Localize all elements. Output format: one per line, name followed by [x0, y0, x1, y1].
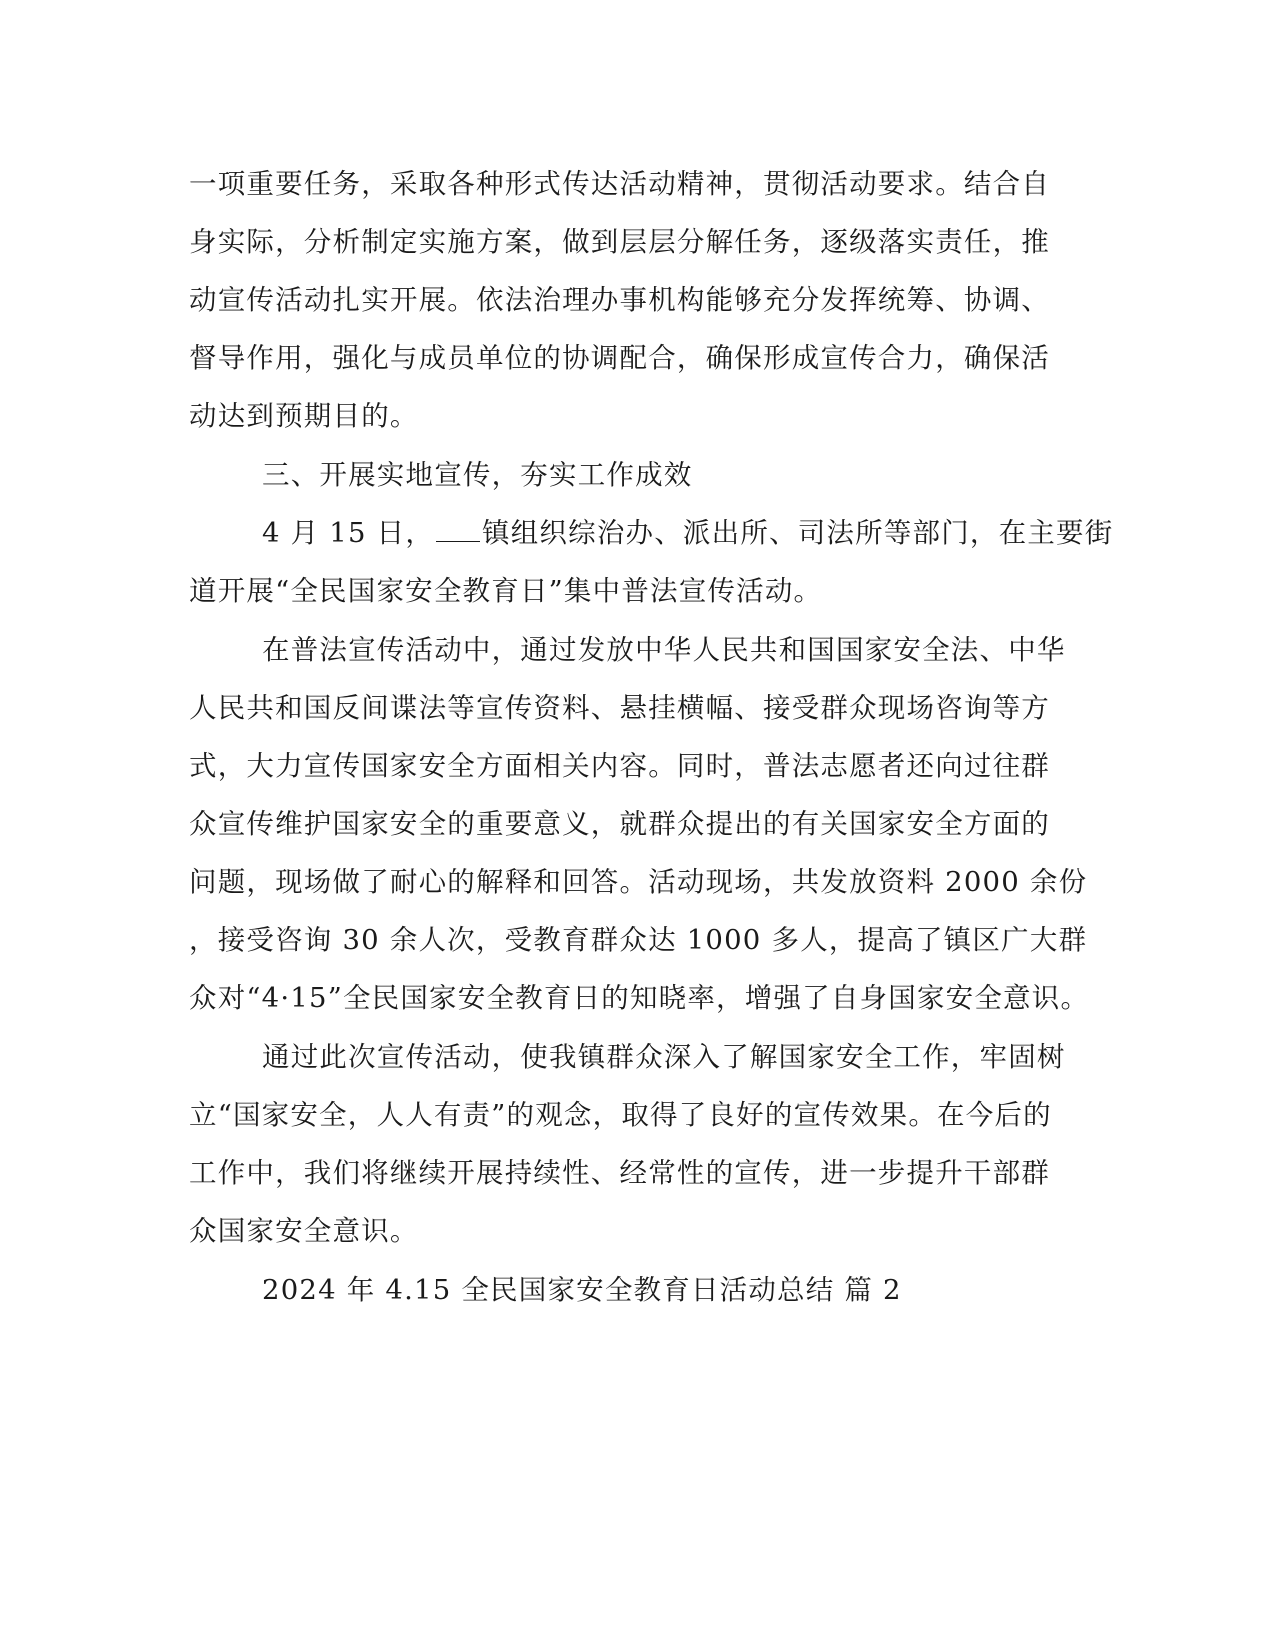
paragraph-line: ，接受咨询 30 余人次，受教育群众达 1000 多人，提高了镇区广大群	[189, 924, 1088, 956]
paragraph-line: 督导作用，强化与成员单位的协调配合，确保形成宣传合力，确保活	[189, 342, 1050, 374]
paragraph-line: 工作中，我们将继续开展持续性、经常性的宣传，进一步提升干部群	[189, 1157, 1050, 1189]
paragraph-line: 立“国家安全，人人有责”的观念，取得了良好的宣传效果。在今后的	[189, 1099, 1052, 1131]
paragraph-line: 众宣传维护国家安全的重要意义，就群众提出的有关国家安全方面的	[189, 808, 1050, 840]
blank-underline	[436, 519, 480, 542]
paragraph-text: 镇组织综治办、派出所、司法所等部门，在主要街	[482, 517, 1114, 549]
paragraph-line	[262, 515, 1113, 551]
paragraph-line: 众对“4·15”全民国家安全教育日的知晓率，增强了自身国家安全意识。	[189, 982, 1090, 1014]
paragraph-line: 众国家安全意识。	[189, 1215, 419, 1247]
section-title: 2024 年 4.15 全民国家安全教育日活动总结 篇 2	[262, 1274, 902, 1306]
paragraph-line: 通过此次宣传活动，使我镇群众深入了解国家安全工作，牢固树	[262, 1041, 1066, 1073]
paragraph-line: 问题，现场做了耐心的解释和回答。活动现场，共发放资料 2000 余份	[189, 866, 1088, 898]
paragraph-line: 身实际，分析制定实施方案，做到层层分解任务，逐级落实责任，推	[189, 226, 1050, 258]
date-text: 4 月 15 日，	[262, 517, 435, 549]
paragraph-line: 动达到预期目的。	[189, 400, 419, 432]
paragraph-line: 动宣传活动扎实开展。依法治理办事机构能够充分发挥统筹、协调、	[189, 284, 1050, 316]
section-heading: 三、开展实地宣传，夯实工作成效	[262, 459, 693, 491]
paragraph-line: 一项重要任务，采取各种形式传达活动精神，贯彻活动要求。结合自	[189, 168, 1050, 200]
paragraph-line: 在普法宣传活动中，通过发放中华人民共和国国家安全法、中华	[262, 634, 1066, 666]
paragraph-line: 道开展“全民国家安全教育日”集中普法宣传活动。	[189, 575, 823, 607]
paragraph-line: 人民共和国反间谍法等宣传资料、悬挂横幅、接受群众现场咨询等方	[189, 692, 1050, 724]
paragraph-line: 式，大力宣传国家安全方面相关内容。同时，普法志愿者还向过往群	[189, 750, 1050, 782]
